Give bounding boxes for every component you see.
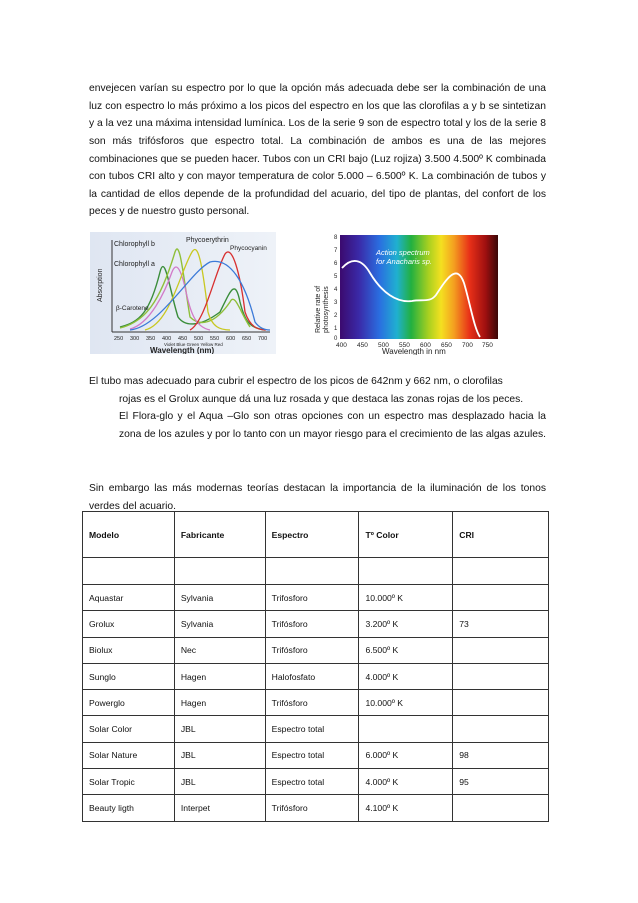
chlorophyll-b-label: Chlorophyll b [114, 241, 155, 248]
header-modelo: Modelo [83, 512, 175, 558]
ylabel-line-1: Relative rate of [315, 285, 322, 333]
svg-text:8: 8 [334, 235, 338, 241]
svg-text:450: 450 [178, 336, 188, 342]
svg-text:550: 550 [399, 342, 410, 349]
table-empty-row [83, 558, 549, 585]
fluorescent-tubes-table [82, 511, 549, 822]
header-color: Tº Color [359, 512, 453, 558]
paragraph-lighting-combination: envejecen varían su espectro por lo que la opción más adecuada debe ser la combinación de una luz con espectro lo más próximo a los picos del espectro en los que las clorofilas a y b se sintetizan y a la vez una máxima intensidad lumínica. Los de la serie 9 son de espectro total y los de la serie 8 son más trifósforos que espectro total. La combinación de ambos es una de las mejores combinaciones que se pueden hacer. Tubos con un CRI bajo (Luz rojiza) 3.500 4.500º K combinada con tubos CRI alto y con mayor temperatura de color 5.000 – 6.500º K. La combinación de tubos y la cantidad de ellos depende de la profundidad del acuario, del tipo de plantas, del confort de los peces y de nuestro gusto personal. [89, 83, 546, 218]
svg-text:250: 250 [114, 336, 124, 342]
svg-text:4: 4 [334, 287, 338, 293]
svg-text:0: 0 [334, 336, 338, 342]
paragraph-grolux [89, 373, 546, 443]
color-band-label: Violet Blue Green Yellow Red [164, 342, 223, 347]
svg-text:300: 300 [130, 336, 140, 342]
svg-text:700: 700 [462, 342, 473, 349]
svg-text:450: 450 [357, 342, 368, 349]
legend-line-1: Action spectrum [376, 248, 430, 257]
svg-text:650: 650 [441, 342, 452, 349]
svg-text:550: 550 [210, 336, 220, 342]
y-ticks [334, 235, 338, 342]
grolux-line-1: El tubo mas adecuado para cubrir el espectro de los picos de 642nm y 662 nm, o clorofilas [89, 376, 503, 387]
table-row: Powerglo Hagen Trifósforo 10.000º K [83, 690, 549, 716]
svg-text:650: 650 [242, 336, 252, 342]
table-row: Beauty ligth Interpet Trifósforo 4.100º K [83, 795, 549, 821]
wavelength-axis-label: Wavelength (nm) [150, 346, 215, 354]
svg-text:7: 7 [334, 248, 338, 254]
svg-text:600: 600 [226, 336, 236, 342]
svg-text:5: 5 [334, 274, 338, 280]
svg-text:500: 500 [378, 342, 389, 349]
table-row: Solar Tropic JBL Espectro total 4.000º K 95 [83, 769, 549, 795]
table-row: Grolux Sylvania Trifósforo 3.200º K 73 [83, 611, 549, 637]
svg-text:3: 3 [334, 300, 338, 306]
header-cri: CRI [453, 512, 549, 558]
phycocyanin-label: Phycocyanin [230, 245, 267, 252]
svg-text:400: 400 [162, 336, 172, 342]
grolux-line-2: rojas es el Grolux aunque dá una luz rosada y que destaca las zonas rojas de los peces. [119, 393, 524, 405]
svg-text:6: 6 [334, 261, 338, 267]
phycoerythrin-label: Phycoerythrin [186, 237, 229, 244]
table-row: Solar Color JBL Espectro total [83, 716, 549, 742]
table-row: Sunglo Hagen Halofosfato 4.000º K [83, 663, 549, 689]
header-fabricante: Fabricante [174, 512, 265, 558]
action-spectrum-figure [312, 233, 500, 355]
svg-text:400: 400 [336, 342, 347, 349]
svg-text:750: 750 [482, 342, 493, 349]
absorption-axis-label: Absorption [97, 268, 104, 302]
absorption-spectra-figure [90, 232, 276, 354]
svg-text:350: 350 [146, 336, 156, 342]
wavelength-nm-label: Wavelength in nm [382, 347, 446, 355]
svg-text:700: 700 [258, 336, 268, 342]
chlorophyll-a-label: Chlorophyll a [114, 261, 155, 268]
svg-text:1: 1 [334, 326, 338, 332]
header-espectro: Espectro [265, 512, 359, 558]
ylabel-line-2: photosynthesis [323, 286, 330, 333]
table-row: Biolux Nec Trifósforo 6.500º K [83, 637, 549, 663]
flora-glo-lines: El Flora-glo y el Aqua –Glo son otras opciones con un espectro mas desplazado hacia la zona de los azules y por lo tanto con un mayor riesgo para el crecimiento de las algas azules. [119, 411, 546, 440]
legend-line-2: for Anacharis sp. [376, 257, 432, 266]
table-header-row [83, 512, 549, 558]
svg-text:600: 600 [420, 342, 431, 349]
svg-text:2: 2 [334, 313, 338, 319]
svg-text:500: 500 [194, 336, 204, 342]
beta-carotene-label: β-Carotene [116, 305, 149, 312]
paragraph-green-tones: Sin embargo las más modernas teorías destacan la importancia de la iluminación de los tonos verdes del acuario. [89, 483, 546, 512]
table-row: Solar Nature JBL Espectro total 6.000º K 98 [83, 742, 549, 768]
table-row: Aquastar Sylvania Trifosforo 10.000º K [83, 585, 549, 611]
